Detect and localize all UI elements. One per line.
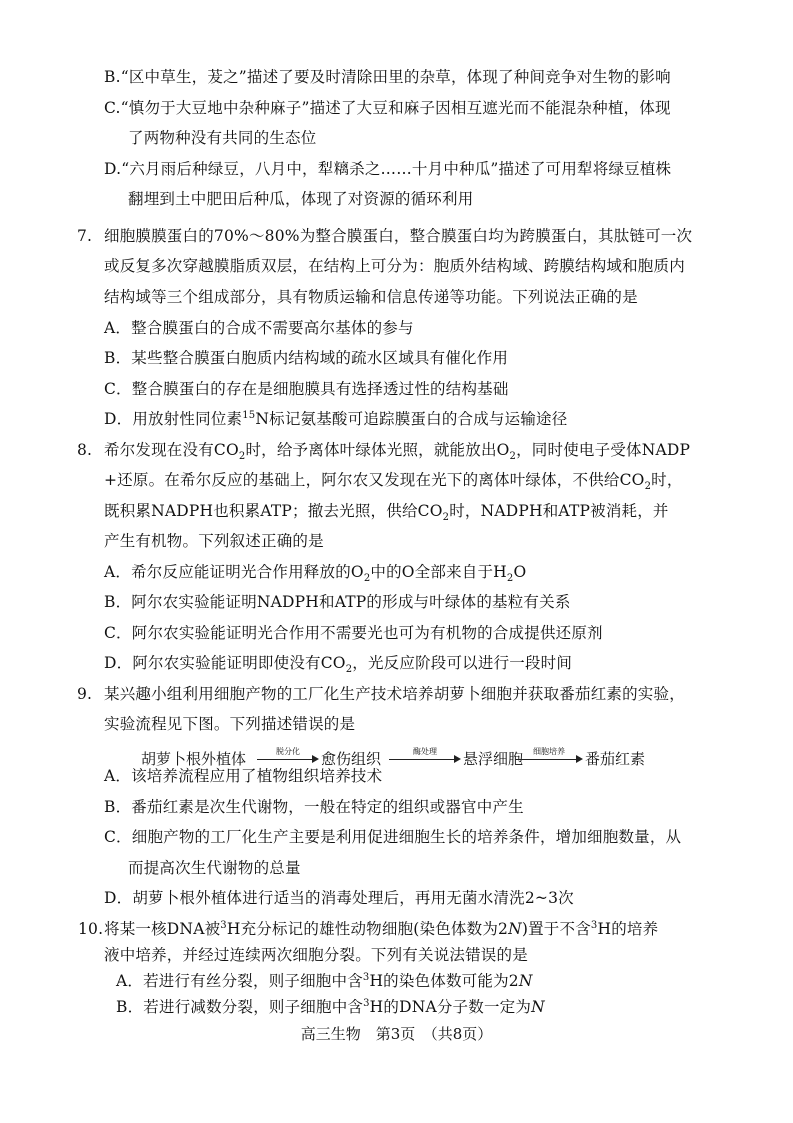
q9-option-b: B．番茄红素是次生代谢物，一般在特定的组织或器官中产生 (104, 798, 524, 816)
flow-arrow-dedifferentiation: 脱分化 (257, 746, 319, 768)
flow-node-callus: 愈伤组织 (321, 750, 382, 768)
page-footer: 高三生物 第3页 （共8页） (300, 1025, 493, 1043)
q9-option-c: C．细胞产物的工厂化生产主要是利用促进细胞生长的培养条件，增加细胞数量，从 (104, 828, 682, 846)
q7-option-d: D．用放射性同位素$^{15}$N标记氨基酸可追踪膜蛋白的合成与运输途径 (104, 409, 568, 428)
q8-stem-line2: +还原。在希尔反应的基础上，阿尔农又发现在光下的离体叶绿体，不供给$CO_2$时， (104, 471, 683, 493)
q6-option-c: C.“慎勿于大豆地中杂种麻子”描述了大豆和麻子因相互遮光而不能混杂种植，体现 (104, 99, 671, 117)
q7-stem-line2: 或反复多次穿越膜脂质双层，在结构上可分为：胞质外结构域、跨膜结构域和胞质内 (104, 257, 685, 275)
q6-option-b: B.“区中草生，茇之”描述了要及时清除田里的杂草，体现了种间竞争对生物的影响 (104, 68, 671, 86)
q7-stem-line3: 结构域等三个组成部分，具有物质运输和信息传递等功能。下列说法正确的是 (104, 288, 638, 306)
q8-stem-line4: 产生有机物。下列叙述正确的是 (104, 532, 324, 550)
q10-option-b: B．若进行减数分裂，则子细胞中含$^3$H的DNA分子数一定为N (116, 997, 545, 1016)
q9-option-a: A．该培养流程应用了植物组织培养技术 (104, 767, 383, 785)
q8-stem-line3: 既积累NADPH也积累ATP；撤去光照，供给$CO_2$时，NADPH和ATP被消耗，并 (104, 502, 669, 524)
q10-option-a: A．若进行有丝分裂，则子细胞中含$^3$H的染色体数可能为2N (116, 971, 533, 990)
q9-number: 9. (77, 685, 93, 703)
q6-option-d: D.“六月雨后种绿豆，八月中，犁𥻿杀之……十月中种瓜”描述了可用犁将绿豆植株 (104, 160, 672, 178)
q9-stem-line1: 某兴趣小组利用细胞产物的工厂化生产技术培养胡萝卜细胞并获取番茄红素的实验， (104, 685, 685, 703)
q9-option-d: D．胡萝卜根外植体进行适当的消毒处理后，再用无菌水清洗2~3次 (104, 889, 574, 907)
q8-option-a: A．希尔反应能证明光合作用释放的$O_2$中的O全部来自于$H_2O$ (104, 563, 527, 585)
flow-arrow-enzyme: 酶处理 (389, 746, 461, 768)
flow-node-explant: 胡萝卜根外植体 (141, 750, 247, 768)
flow-arrow-culture: 细胞培养 (515, 746, 583, 768)
q7-option-b: B．某些整合膜蛋白胞质内结构域的疏水区域具有催化作用 (104, 349, 509, 367)
q8-option-c: C．阿尔农实验能证明光合作用不需要光也可为有机物的合成提供还原剂 (104, 624, 603, 642)
q10-number: 10. (78, 920, 104, 938)
q7-option-c: C．整合膜蛋白的存在是细胞膜具有选择透过性的结构基础 (104, 380, 509, 398)
q9-stem-line2: 实验流程见下图。下列描述错误的是 (104, 715, 356, 733)
q6-option-d-cont: 翻埋到土中肥田后种瓜，体现了对资源的循环利用 (128, 190, 474, 208)
q8-stem-line1: 希尔发现在没有$CO_2$时，给予离体叶绿体光照，就能放出$O_2$，同时使电子受体NADP (104, 441, 691, 463)
q7-option-a: A．整合膜蛋白的合成不需要高尔基体的参与 (104, 319, 414, 337)
q6-option-c-cont: 了两物种没有共同的生态位 (128, 129, 317, 147)
q8-number: 8. (77, 441, 93, 459)
flow-node-suspension: 悬浮细胞 (463, 750, 524, 768)
q8-option-d: D．阿尔农实验能证明即使没有$CO_2$，光反应阶段可以进行一段时间 (104, 654, 573, 676)
q10-stem-line2: 液中培养，并经过连续两次细胞分裂。下列有关说法错误的是 (104, 946, 528, 964)
q7-stem-line1: 细胞膜膜蛋白的70%～80%为整合膜蛋白，整合膜蛋白均为跨膜蛋白，其肽链可一次 (104, 227, 693, 245)
q9-option-c-cont: 而提高次生代谢物的总量 (128, 859, 301, 877)
q10-stem-line1: 将某一核DNA被$^3$H充分标记的雄性动物细胞(染色体数为2N)置于不含$^3$H的培养 (104, 919, 659, 938)
q8-option-b: B．阿尔农实验能证明NADPH和ATP的形成与叶绿体的基粒有关系 (104, 593, 571, 611)
flow-node-lycopene: 番茄红素 (585, 750, 646, 768)
q7-number: 7. (77, 227, 93, 245)
